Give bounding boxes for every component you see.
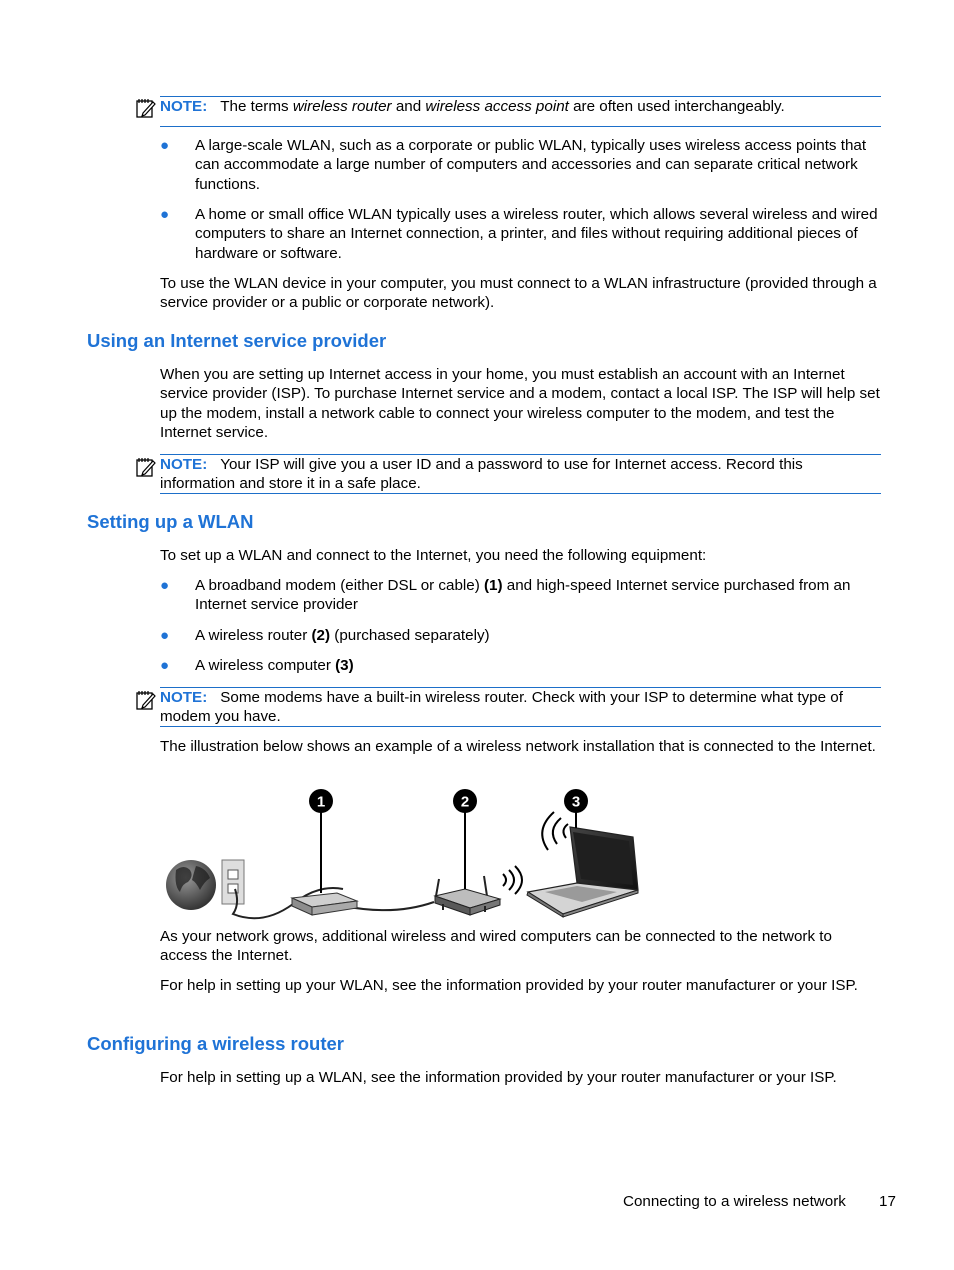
note-icon — [135, 689, 157, 711]
note-icon — [135, 97, 157, 119]
note-label: NOTE: — [160, 456, 208, 473]
list-item — [195, 626, 881, 645]
note-box — [160, 96, 881, 127]
callout-number: 3 — [571, 793, 581, 811]
section-heading: Setting up a WLAN — [87, 511, 254, 532]
modem-icon — [292, 893, 357, 915]
note-text: The terms — [220, 98, 293, 115]
bullet-marker: ● — [160, 577, 170, 594]
note-icon — [135, 456, 157, 478]
footer-title: Connecting to a wireless network — [623, 1193, 846, 1210]
bullet-marker: ● — [160, 137, 170, 154]
note-text: Some modems have a built-in wireless router. Check with your ISP to determine what type of modem you have. — [160, 689, 843, 726]
list-item: A large-scale WLAN, such as a corporate or public WLAN, typically uses wireless access points that can accommodate a large number of computers and accessories and can separate critical network functions. — [195, 137, 867, 193]
bullet-marker: ● — [160, 627, 170, 644]
section-heading: Configuring a wireless router — [87, 1033, 344, 1054]
wall-jack-icon — [222, 860, 244, 904]
item-number: (1) — [484, 577, 503, 594]
router-icon — [435, 876, 500, 915]
bullet-marker: ● — [160, 657, 170, 674]
item-text: and high-speed Internet service purchased from an Internet service provider — [195, 577, 851, 614]
paragraph: To use the WLAN device in your computer, you must connect to a WLAN infrastructure (provided through a service provider or a public or corporate network). — [160, 275, 877, 312]
item-text: A wireless router — [195, 627, 312, 644]
list-item — [195, 576, 881, 615]
internet-globe-icon — [166, 860, 216, 910]
note-emphasis: wireless access point — [425, 98, 569, 115]
paragraph: For help in setting up your WLAN, see the information provided by your router manufacturer or your ISP. — [160, 977, 858, 994]
paragraph: When you are setting up Internet access in your home, you must establish an account with an Internet service provider (ISP). To purchase Internet service and a modem, contact a local ISP. The ISP will help set up the modem, install a network cable to connect your wireless computer to the modem, and test the Internet service. — [160, 366, 880, 441]
note-box — [160, 454, 881, 494]
note-text: Your ISP will give you a user ID and a password to use for Internet access. Record this information and store it in a safe place. — [160, 456, 803, 493]
paragraph: For help in setting up a WLAN, see the information provided by your router manufacturer or your ISP. — [160, 1069, 837, 1086]
paragraph: To set up a WLAN and connect to the Internet, you need the following equipment: — [160, 547, 707, 564]
paragraph: As your network grows, additional wireless and wired computers can be connected to the network to access the Internet. — [160, 928, 832, 965]
item-number: (2) — [311, 627, 331, 644]
note-text: and — [391, 98, 426, 115]
paragraph: The illustration below shows an example of a wireless network installation that is connected to the Internet. — [160, 738, 876, 755]
note-text: are often used interchangeably. — [568, 98, 785, 115]
item-text: (purchased separately) — [330, 627, 490, 644]
note-label: NOTE: — [160, 98, 208, 115]
wifi-signal-icon — [542, 812, 568, 850]
callout-number: 2 — [460, 793, 470, 811]
wireless-network-illustration — [160, 786, 650, 922]
note-emphasis: wireless router — [292, 98, 392, 115]
list-item: A home or small office WLAN typically uses a wireless router, which allows several wireless and wired computers to share an Internet connection, a printer, and files without requiring additional pieces of hardware or software. — [195, 206, 878, 262]
page-number: 17 — [879, 1193, 896, 1210]
note-box — [160, 687, 881, 727]
item-text: A wireless computer — [195, 657, 336, 674]
list-item — [195, 656, 881, 675]
item-number: (3) — [335, 657, 354, 674]
item-text: A broadband modem (either DSL or cable) — [195, 577, 484, 594]
bullet-marker: ● — [160, 206, 170, 223]
callout-number: 1 — [316, 793, 326, 811]
wifi-signal-icon — [503, 866, 522, 894]
note-label: NOTE: — [160, 689, 208, 706]
section-heading: Using an Internet service provider — [87, 330, 387, 351]
